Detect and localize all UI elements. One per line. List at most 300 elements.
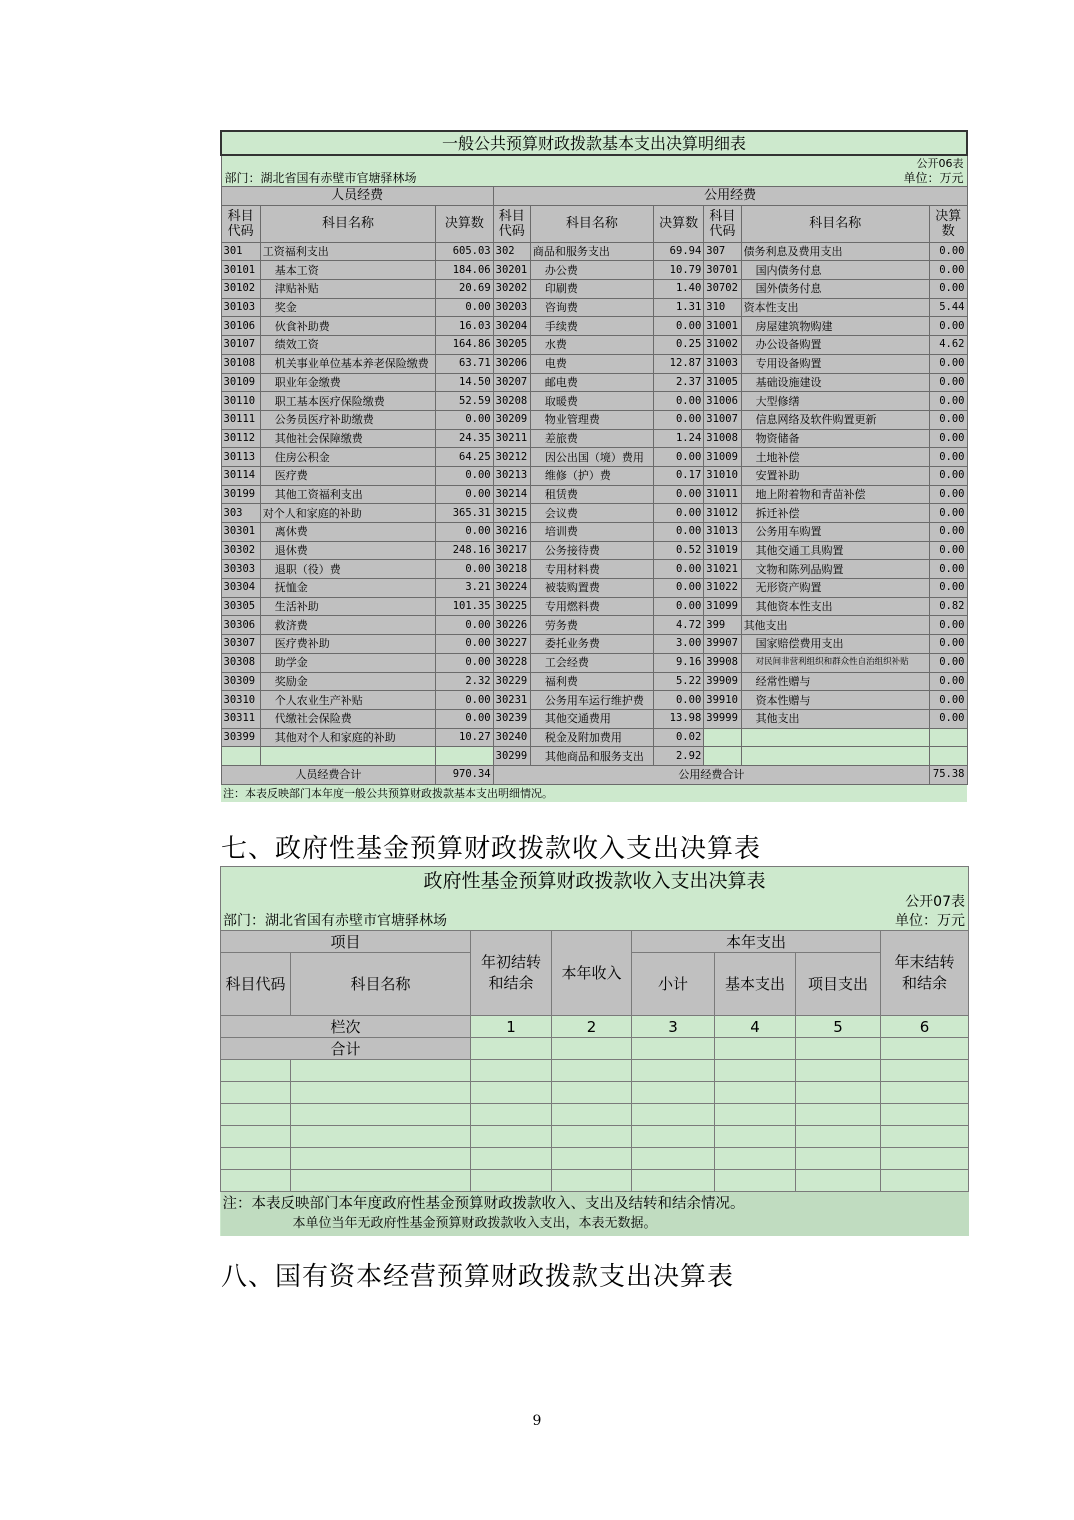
subject-code: 30225 — [493, 597, 530, 616]
subject-name: 专用燃料费 — [530, 597, 653, 616]
subject-name: 奖金 — [260, 298, 435, 317]
table-row — [221, 560, 967, 579]
col-header-expense: 本年支出 — [632, 931, 881, 953]
table-row — [221, 1170, 969, 1192]
subject-amount: 0.00 — [930, 635, 967, 654]
subject-code: 30206 — [493, 354, 530, 373]
table-row — [221, 466, 967, 485]
table6-body — [221, 242, 967, 765]
table-row — [221, 504, 967, 523]
subject-name: 伙食补助费 — [260, 317, 435, 336]
subject-code: 39910 — [704, 691, 741, 710]
table7-note-line1: 注：本表反映部门本年度政府性基金预算财政拨款收入、支出及结转和结余情况。 — [222, 1196, 745, 1212]
subject-code: 31012 — [704, 504, 741, 523]
subject-amount: 0.00 — [653, 579, 703, 598]
total-personnel-value: 970.34 — [436, 765, 493, 784]
subject-name: 医疗费 — [260, 466, 435, 485]
subject-amount: 14.50 — [436, 373, 493, 392]
subject-name: 住房公积金 — [260, 448, 435, 467]
subject-code: 30305 — [221, 597, 260, 616]
subject-code: 30205 — [493, 336, 530, 355]
subject-code: 310 — [704, 298, 741, 317]
subject-amount: 248.16 — [436, 541, 493, 560]
subject-name: 商品和服务支出 — [530, 242, 653, 261]
col-header-subtotal: 小计 — [632, 953, 715, 1016]
subject-code: 31006 — [704, 392, 741, 411]
subject-code: 30113 — [221, 448, 260, 467]
subject-name: 房屋建筑物购建 — [741, 317, 929, 336]
col-number: 6 — [881, 1016, 969, 1038]
subject-amount: 0.00 — [436, 466, 493, 485]
subject-name: 国家赔偿费用支出 — [741, 635, 929, 654]
table-row — [221, 373, 967, 392]
total-row — [221, 1038, 969, 1060]
subject-amount — [930, 728, 967, 747]
subject-amount: 0.00 — [653, 485, 703, 504]
table6-unit: 单位：万元 — [903, 171, 964, 185]
row-label-total: 合计 — [221, 1038, 471, 1060]
table-row — [221, 261, 967, 280]
subject-code: 31011 — [704, 485, 741, 504]
subject-name: 信息网络及软件购置更新 — [741, 410, 929, 429]
subject-code: 30213 — [493, 466, 530, 485]
subject-code: 31007 — [704, 410, 741, 429]
subject-code: 31013 — [704, 523, 741, 542]
subject-name: 绩效工资 — [260, 336, 435, 355]
subject-amount: 0.00 — [930, 691, 967, 710]
subject-amount: 0.00 — [653, 691, 703, 710]
total-public-label: 公用经费合计 — [493, 765, 929, 784]
subject-amount: 101.35 — [436, 597, 493, 616]
subject-code: 30399 — [221, 728, 260, 747]
subject-name: 离休费 — [260, 523, 435, 542]
table6-total-row — [221, 765, 967, 784]
subject-name: 工会经费 — [530, 653, 653, 672]
subject-code: 30227 — [493, 635, 530, 654]
table-row — [221, 1104, 969, 1126]
subject-amount: 0.00 — [653, 317, 703, 336]
subject-code: 30203 — [493, 298, 530, 317]
subject-code: 30199 — [221, 485, 260, 504]
table7-unit: 单位：万元 — [895, 913, 966, 929]
subject-name: 公务接待费 — [530, 541, 653, 560]
subject-amount: 0.00 — [436, 691, 493, 710]
subject-amount: 164.86 — [436, 336, 493, 355]
subject-code: 39909 — [704, 672, 741, 691]
subject-code: 30207 — [493, 373, 530, 392]
subject-amount: 0.00 — [930, 541, 967, 560]
subject-name: 职工基本医疗保险缴费 — [260, 392, 435, 411]
subject-code: 30701 — [704, 261, 741, 280]
table-row — [221, 354, 967, 373]
subject-code: 30311 — [221, 709, 260, 728]
column-number-row — [221, 1016, 969, 1038]
subject-name: 其他支出 — [741, 616, 929, 635]
subject-code — [704, 728, 741, 747]
table-row — [221, 747, 967, 766]
subject-amount: 0.00 — [653, 597, 703, 616]
subject-code: 30304 — [221, 579, 260, 598]
subject-amount: 0.25 — [653, 336, 703, 355]
table6-number: 公开06表 — [916, 157, 964, 170]
subject-code: 30204 — [493, 317, 530, 336]
subject-amount: 605.03 — [436, 242, 493, 261]
subject-amount: 0.00 — [930, 317, 967, 336]
table-row — [221, 280, 967, 299]
subject-name: 其他交通费用 — [530, 709, 653, 728]
group-public-header: 公用经费 — [493, 187, 967, 206]
subject-name: 债务利息及费用支出 — [741, 242, 929, 261]
subject-amount: 9.16 — [653, 653, 703, 672]
col-number: 3 — [632, 1016, 715, 1038]
col-header-code: 科目 代码 — [221, 205, 260, 242]
subject-code: 30231 — [493, 691, 530, 710]
subject-name: 物资储备 — [741, 429, 929, 448]
subject-code: 31002 — [704, 336, 741, 355]
subject-amount: 0.00 — [436, 635, 493, 654]
subject-code: 30209 — [493, 410, 530, 429]
col-number: 2 — [552, 1016, 632, 1038]
subject-code: 30216 — [493, 523, 530, 542]
subject-code: 302 — [493, 242, 530, 261]
subject-name: 其他交通工具购置 — [741, 541, 929, 560]
subject-amount: 1.24 — [653, 429, 703, 448]
subject-amount: 0.00 — [653, 560, 703, 579]
table7-title: 政府性基金预算财政拨款收入支出决算表 — [221, 867, 969, 895]
basic-expenditure-detail-table — [220, 130, 968, 802]
subject-code: 30218 — [493, 560, 530, 579]
subject-name: 其他资本性支出 — [741, 597, 929, 616]
subject-code: 30214 — [493, 485, 530, 504]
subject-name: 大型修缮 — [741, 392, 929, 411]
col-header-code: 科目代码 — [221, 953, 291, 1016]
subject-amount: 0.00 — [930, 653, 967, 672]
subject-amount: 0.00 — [930, 485, 967, 504]
table-row — [221, 1060, 969, 1082]
subject-amount: 4.72 — [653, 616, 703, 635]
subject-amount: 0.00 — [930, 560, 967, 579]
subject-amount: 3.00 — [653, 635, 703, 654]
subject-code: 30202 — [493, 280, 530, 299]
table7-meta — [221, 894, 969, 931]
subject-amount: 24.35 — [436, 429, 493, 448]
subject-name: 安置补助 — [741, 466, 929, 485]
subject-amount — [436, 747, 493, 766]
table-row — [221, 597, 967, 616]
section-heading-7: 七、政府性基金预算财政拨款收入支出决算表 — [221, 834, 762, 864]
col-header-income: 本年收入 — [552, 931, 632, 1016]
subject-amount: 5.22 — [653, 672, 703, 691]
subject-code: 30212 — [493, 448, 530, 467]
col-header-name: 科目名称 — [260, 205, 435, 242]
subject-code: 31005 — [704, 373, 741, 392]
subject-code: 31099 — [704, 597, 741, 616]
subject-name: 公务员医疗补助缴费 — [260, 410, 435, 429]
subject-name — [260, 747, 435, 766]
subject-code: 307 — [704, 242, 741, 261]
subject-name: 电费 — [530, 354, 653, 373]
col-header-amount: 决算数 — [653, 205, 703, 242]
subject-code: 303 — [221, 504, 260, 523]
subject-name: 工资福利支出 — [260, 242, 435, 261]
subject-code: 30240 — [493, 728, 530, 747]
col-header-amount: 决算数 — [436, 205, 493, 242]
col-header-code: 科目 代码 — [704, 205, 741, 242]
subject-name: 租赁费 — [530, 485, 653, 504]
subject-code: 30114 — [221, 466, 260, 485]
subject-name: 对个人和家庭的补助 — [260, 504, 435, 523]
col-header-name: 科目名称 — [530, 205, 653, 242]
subject-amount: 0.52 — [653, 541, 703, 560]
subject-name: 机关事业单位基本养老保险缴费 — [260, 354, 435, 373]
table6-title: 一般公共预算财政拨款基本支出决算明细表 — [221, 131, 967, 155]
section-heading-8: 八、国有资本经营预算财政拨款支出决算表 — [221, 1262, 735, 1292]
subject-amount: 0.00 — [930, 280, 967, 299]
subject-code: 30226 — [493, 616, 530, 635]
subject-name: 国外债务付息 — [741, 280, 929, 299]
table-row — [221, 410, 967, 429]
col-number: 4 — [715, 1016, 796, 1038]
subject-code: 30702 — [704, 280, 741, 299]
subject-name: 救济费 — [260, 616, 435, 635]
subject-code: 30224 — [493, 579, 530, 598]
subject-amount: 69.94 — [653, 242, 703, 261]
subject-amount: 184.06 — [436, 261, 493, 280]
subject-amount: 16.03 — [436, 317, 493, 336]
subject-amount: 0.00 — [930, 242, 967, 261]
subject-name: 差旅费 — [530, 429, 653, 448]
subject-name: 津贴补贴 — [260, 280, 435, 299]
subject-amount: 0.00 — [653, 504, 703, 523]
subject-code: 30211 — [493, 429, 530, 448]
subject-name: 基础设施建设 — [741, 373, 929, 392]
subject-code: 30208 — [493, 392, 530, 411]
subject-name: 退休费 — [260, 541, 435, 560]
subject-amount: 0.00 — [436, 709, 493, 728]
subject-name: 其他对个人和家庭的补助 — [260, 728, 435, 747]
group-personnel-header: 人员经费 — [221, 187, 493, 206]
table-row — [221, 448, 967, 467]
subject-code: 30111 — [221, 410, 260, 429]
subject-amount: 63.71 — [436, 354, 493, 373]
subject-amount: 64.25 — [436, 448, 493, 467]
subject-code — [221, 747, 260, 766]
subject-code: 30301 — [221, 523, 260, 542]
subject-amount: 0.00 — [436, 653, 493, 672]
subject-name: 资本性支出 — [741, 298, 929, 317]
subject-amount: 0.00 — [436, 485, 493, 504]
subject-code: 30102 — [221, 280, 260, 299]
subject-code — [704, 747, 741, 766]
subject-amount: 0.00 — [930, 616, 967, 635]
subject-amount: 12.87 — [653, 354, 703, 373]
subject-code: 31003 — [704, 354, 741, 373]
col-header-amount: 决算 数 — [930, 205, 967, 242]
subject-code: 30306 — [221, 616, 260, 635]
col-number: 1 — [471, 1016, 552, 1038]
government-fund-table — [220, 866, 969, 1236]
subject-code: 30107 — [221, 336, 260, 355]
table-row — [221, 709, 967, 728]
subject-amount: 0.02 — [653, 728, 703, 747]
subject-code: 39907 — [704, 635, 741, 654]
table7-number: 公开07表 — [905, 894, 966, 910]
subject-amount: 0.00 — [653, 523, 703, 542]
subject-amount: 0.00 — [436, 616, 493, 635]
subject-code: 31019 — [704, 541, 741, 560]
subject-code: 30217 — [493, 541, 530, 560]
table-row — [221, 579, 967, 598]
subject-code: 30303 — [221, 560, 260, 579]
subject-name: 委托业务费 — [530, 635, 653, 654]
subject-amount: 0.00 — [930, 579, 967, 598]
subject-name: 办公设备购置 — [741, 336, 929, 355]
subject-name: 专用材料费 — [530, 560, 653, 579]
subject-name: 文物和陈列品购置 — [741, 560, 929, 579]
subject-amount: 0.00 — [930, 504, 967, 523]
subject-amount: 0.00 — [930, 410, 967, 429]
subject-code: 30110 — [221, 392, 260, 411]
table7-note — [221, 1192, 969, 1237]
col-header-name: 科目名称 — [291, 953, 471, 1016]
subject-name: 经常性赠与 — [741, 672, 929, 691]
subject-name: 邮电费 — [530, 373, 653, 392]
subject-amount: 2.92 — [653, 747, 703, 766]
total-personnel-label: 人员经费合计 — [221, 765, 436, 784]
subject-amount: 0.00 — [436, 298, 493, 317]
subject-amount: 13.98 — [653, 709, 703, 728]
subject-amount: 0.00 — [930, 429, 967, 448]
subject-code: 30310 — [221, 691, 260, 710]
subject-name: 基本工资 — [260, 261, 435, 280]
subject-code: 31001 — [704, 317, 741, 336]
table-row — [221, 653, 967, 672]
subject-name: 维修（护）费 — [530, 466, 653, 485]
subject-name: 其他支出 — [741, 709, 929, 728]
subject-amount: 52.59 — [436, 392, 493, 411]
subject-amount: 0.00 — [930, 523, 967, 542]
subject-code: 31021 — [704, 560, 741, 579]
subject-code: 30307 — [221, 635, 260, 654]
col-header-end-balance: 年末结转 和结余 — [881, 931, 969, 1016]
subject-name: 拆迁补偿 — [741, 504, 929, 523]
subject-name: 奖励金 — [260, 672, 435, 691]
subject-amount: 0.00 — [930, 354, 967, 373]
subject-name: 代缴社会保险费 — [260, 709, 435, 728]
subject-amount: 0.00 — [930, 448, 967, 467]
subject-code: 30108 — [221, 354, 260, 373]
subject-amount: 0.00 — [436, 523, 493, 542]
col-header-name: 科目名称 — [741, 205, 929, 242]
subject-code: 30228 — [493, 653, 530, 672]
subject-amount: 0.00 — [436, 560, 493, 579]
subject-name: 印刷费 — [530, 280, 653, 299]
subject-code: 30302 — [221, 541, 260, 560]
subject-amount: 0.00 — [930, 392, 967, 411]
subject-amount: 3.21 — [436, 579, 493, 598]
subject-name: 被装购置费 — [530, 579, 653, 598]
subject-code: 30112 — [221, 429, 260, 448]
table-row — [221, 485, 967, 504]
subject-amount: 2.32 — [436, 672, 493, 691]
subject-amount: 0.00 — [436, 410, 493, 429]
table7-department: 部门：湖北省国有赤壁市官塘驿林场 — [223, 913, 447, 929]
subject-name — [741, 747, 929, 766]
subject-name: 生活补助 — [260, 597, 435, 616]
subject-amount: 0.82 — [930, 597, 967, 616]
subject-name: 资本性赠与 — [741, 691, 929, 710]
col-number: 5 — [796, 1016, 881, 1038]
subject-name: 个人农业生产补贴 — [260, 691, 435, 710]
subject-code: 30201 — [493, 261, 530, 280]
subject-amount: 1.40 — [653, 280, 703, 299]
table6-meta — [221, 155, 967, 187]
col-header-basic: 基本支出 — [715, 953, 796, 1016]
col-header-begin-balance: 年初结转 和结余 — [471, 931, 552, 1016]
table-row — [221, 728, 967, 747]
subject-name: 办公费 — [530, 261, 653, 280]
subject-name: 其他商品和服务支出 — [530, 747, 653, 766]
subject-name: 医疗费补助 — [260, 635, 435, 654]
subject-code: 301 — [221, 242, 260, 261]
subject-amount: 10.79 — [653, 261, 703, 280]
table-row — [221, 635, 967, 654]
subject-name: 税金及附加费用 — [530, 728, 653, 747]
subject-amount: 0.00 — [653, 410, 703, 429]
table6-department: 部门：湖北省国有赤壁市官塘驿林场 — [224, 171, 417, 185]
subject-amount: 20.69 — [436, 280, 493, 299]
subject-code: 30215 — [493, 504, 530, 523]
subject-amount: 0.00 — [930, 466, 967, 485]
subject-name: 取暖费 — [530, 392, 653, 411]
table-row — [221, 541, 967, 560]
col-header-item: 项目 — [221, 931, 471, 953]
subject-name: 培训费 — [530, 523, 653, 542]
subject-amount: 0.00 — [930, 373, 967, 392]
subject-amount: 4.62 — [930, 336, 967, 355]
col-header-code: 科目 代码 — [493, 205, 530, 242]
total-public-value: 75.38 — [930, 765, 967, 784]
subject-name: 无形资产购置 — [741, 579, 929, 598]
subject-code: 30239 — [493, 709, 530, 728]
subject-name: 对民间非营利组织和群众性自治组织补贴 — [741, 653, 929, 672]
subject-name: 国内债务付息 — [741, 261, 929, 280]
subject-name: 物业管理费 — [530, 410, 653, 429]
subject-code: 31022 — [704, 579, 741, 598]
subject-name — [741, 728, 929, 747]
subject-amount — [930, 747, 967, 766]
table7-note-line2: 本单位当年无政府性基金预算财政拨款收入支出，本表无数据。 — [292, 1216, 657, 1231]
subject-name: 因公出国（境）费用 — [530, 448, 653, 467]
page-number: 9 — [532, 1413, 542, 1429]
subject-code: 39999 — [704, 709, 741, 728]
table-row — [221, 336, 967, 355]
subject-name: 公务用车购置 — [741, 523, 929, 542]
subject-code: 30101 — [221, 261, 260, 280]
subject-code: 399 — [704, 616, 741, 635]
subject-name: 福利费 — [530, 672, 653, 691]
table6-note: 注：本表反映部门本年度一般公共预算财政拨款基本支出明细情况。 — [221, 784, 967, 802]
subject-name: 水费 — [530, 336, 653, 355]
subject-amount: 0.00 — [930, 672, 967, 691]
row-label-columns: 栏次 — [221, 1016, 471, 1038]
table-row — [221, 429, 967, 448]
subject-name: 其他工资福利支出 — [260, 485, 435, 504]
subject-name: 劳务费 — [530, 616, 653, 635]
subject-code: 30229 — [493, 672, 530, 691]
subject-code: 30109 — [221, 373, 260, 392]
subject-name: 土地补偿 — [741, 448, 929, 467]
